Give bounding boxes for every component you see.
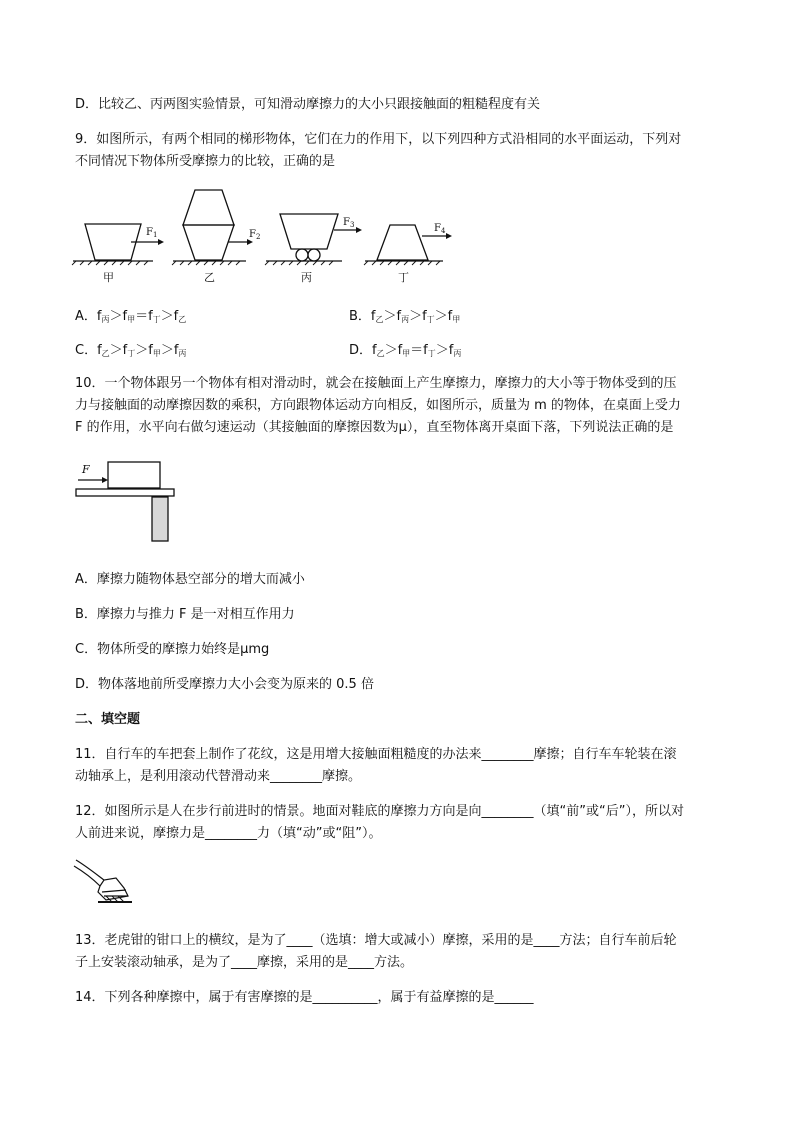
q10-option-d[interactable]: D．物体落地前所受摩擦力大小会变为原来的 0.5 倍 — [75, 677, 374, 692]
q13-stem-line2: 子上安装滚动轴承，是为了____摩擦，采用的是____方法。 — [75, 955, 414, 970]
q13-stem-line1: 13．老虎钳的钳口上的横纹，是为了____（选填：增大或减小）摩擦，采用的是____方法；自行车前后轮 — [75, 933, 677, 948]
figure-label-bing: 丙 — [301, 271, 312, 284]
q10-option-b[interactable]: B．摩擦力与推力 F 是一对相互作用力 — [75, 607, 295, 622]
q9-option-c[interactable]: C．$f_乙>f_丁>f_甲>f_丙$ — [75, 343, 187, 358]
q10-force-label: F — [82, 463, 90, 476]
q10-stem-line3: F 的作用，水平向右做匀速运动（其接触面的摩擦因数为μ），直至物体离开桌面下落，下列说法正确的是 — [75, 420, 674, 435]
q10-stem-line1: 10．一个物体跟另一个物体有相对滑动时，就会在接触面上产生摩擦力，摩擦力的大小等于物体受到的压 — [75, 376, 677, 391]
q14-stem-line1: 14．下列各种摩擦中，属于有害摩擦的是__________，属于有益摩擦的是______ — [75, 990, 534, 1005]
q11-stem-line1: 11．自行车的车把套上制作了花纹，这是用增大接触面粗糙度的办法来________摩擦；自行车车轮装在滚 — [75, 747, 677, 762]
q9-option-d[interactable]: D．$f_乙>f_甲=f_丁>f_丙$ — [349, 343, 462, 358]
force-label-4: $F_4$ — [434, 223, 446, 235]
q9-stem-line1: 9．如图所示，有两个相同的梯形物体，它们在力的作用下，以下列四种方式沿相同的水平面运动，下列对 — [75, 132, 682, 147]
q9-option-a[interactable]: A．$f_丙>f_甲=f_丁>f_乙$ — [75, 309, 187, 324]
q10-figure — [72, 455, 182, 545]
section-fill-blank-title: 二、填空题 — [75, 712, 141, 727]
force-label-1: $F_1$ — [146, 227, 158, 239]
force-label-3: $F_3$ — [343, 217, 355, 229]
force-label-2: $F_2$ — [249, 229, 261, 241]
q10-option-c[interactable]: C．物体所受的摩擦力始终是μmg — [75, 642, 270, 657]
q9-figure — [70, 185, 470, 285]
q10-option-a[interactable]: A．摩擦力随物体悬空部分的增大而减小 — [75, 572, 305, 587]
figure-yi — [172, 190, 253, 265]
q12-stem-line1: 12．如图所示是人在步行前进时的情景。地面对鞋底的摩擦力方向是向________（填“前”或“后”），所以对 — [75, 804, 684, 819]
q11-stem-line2: 动轴承上，是利用滚动代替滑动来________摩擦。 — [75, 769, 362, 784]
figure-label-ding: 丁 — [398, 271, 409, 284]
q9-option-b[interactable]: B．$f_乙>f_丙>f_丁>f_甲$ — [349, 309, 461, 324]
q8-option-d: D．比较乙、丙两图实验情景，可知滑动摩擦力的大小只跟接触面的粗糙程度有关 — [75, 97, 541, 112]
q12-figure — [72, 852, 142, 914]
q12-stem-line2: 人前进来说，摩擦力是________力（填“动”或“阻”）。 — [75, 826, 382, 841]
figure-label-yi: 乙 — [204, 271, 215, 284]
q10-stem-line2: 力与接触面的动摩擦因数的乘积，方向跟物体运动方向相反，如图所示，质量为 m 的物体，在桌面上受力 — [75, 398, 681, 413]
figure-label-jia: 甲 — [103, 271, 114, 284]
q9-stem-line2: 不同情况下物体所受摩擦力的比较，正确的是 — [75, 154, 336, 169]
